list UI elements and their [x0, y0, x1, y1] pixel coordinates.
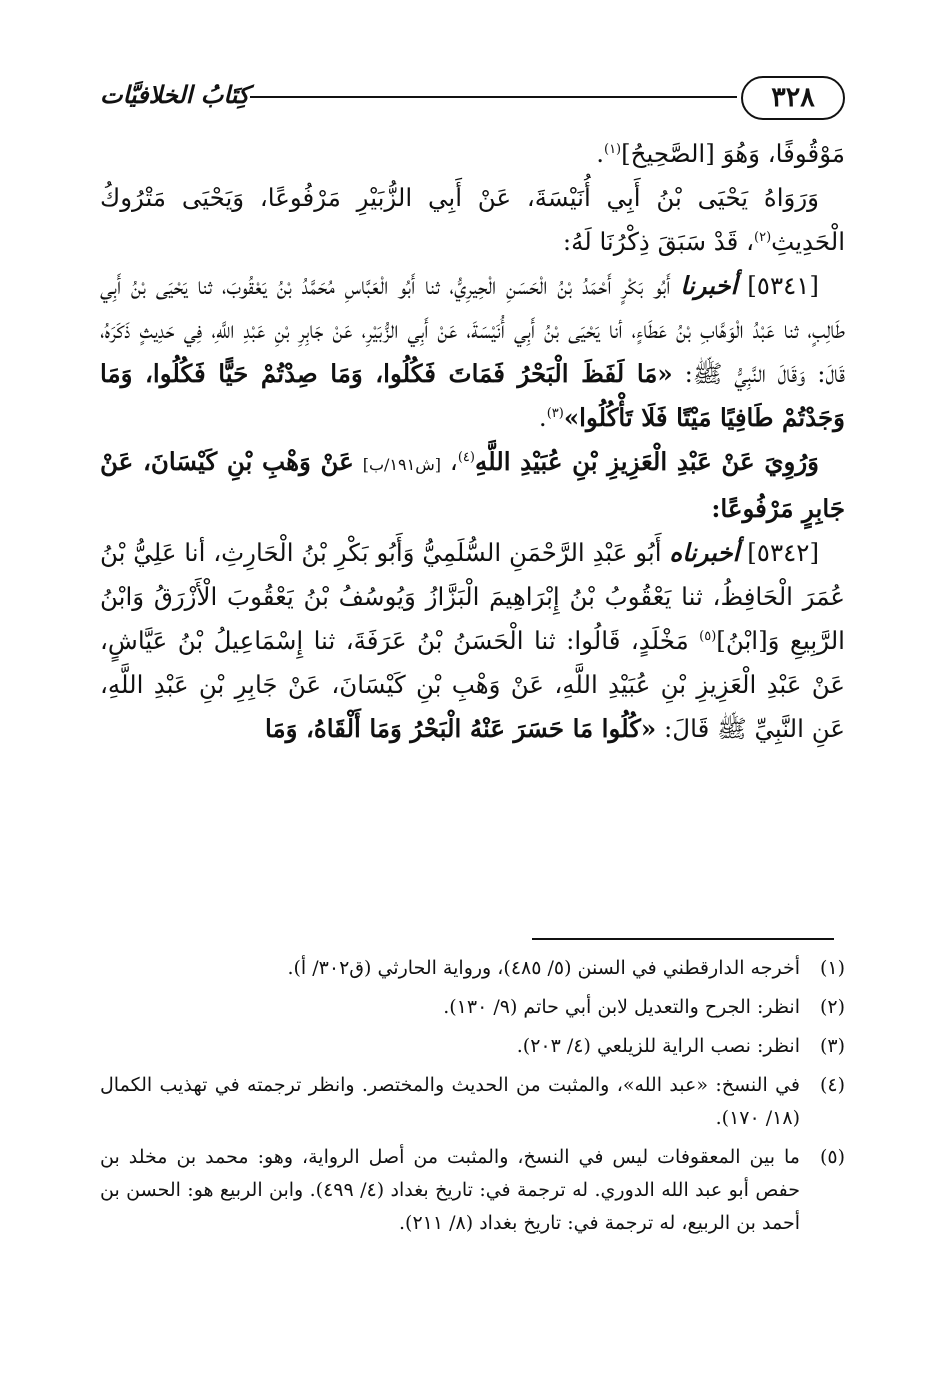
p4-text-a: وَرُوِيَ عَنْ عَبْدِ الْعَزِيزِ بْنِ عُبَيْدِ اللَّهِ — [474, 447, 820, 476]
footnote-text: ما بين المعقوفات ليس في النسخ، والمثبت من أصل الرواية، وهو: محمد بن مخلد بن حفص أبو عبد الله الدوري. له ترجمة في: تاريخ بغداد (٤/ ٤٩٩). وابن الربيع هو: الحسن بن أحمد بن الربيع، له ترجمة في: تاريخ بغداد (٨/ ٢١١). — [100, 1146, 800, 1234]
footnote-ref-2: (٢) — [754, 229, 772, 245]
hadith-number-5341: [٥٣٤١] — [747, 271, 819, 300]
footnote-5 — [100, 1141, 845, 1240]
footnote-ref-1: (١) — [603, 141, 622, 157]
footnote-ref-3: (٣) — [546, 405, 564, 421]
p2-text-b: ، قَدْ سَبَقَ ذِكْرُنَا لَهُ: — [562, 227, 755, 256]
footnote-number: (٣) — [819, 1035, 845, 1057]
p1-text: مَوْقُوفًا، وَهُوَ [الصَّحِيحُ] — [621, 139, 845, 168]
isnad-5342-b: مَخْلَدٍ، قَالُوا: ثنا الْحَسَنُ بْنُ عَرَفَةَ، ثنا إِسْمَاعِيلُ بْنُ عَيَّاشٍ، عَنْ عَبْدِ الْعَزِيزِ بْنِ عُبَيْدِ اللَّهِ، عَنْ وَهْبِ بْنِ كَيْسَانَ، عَنْ جَابِرِ بْنِ عَبْدِ اللَّهِ، عَنِ النَّبِيِّ ﷺ قَالَ: — [100, 626, 845, 743]
footnote-number: (٢) — [819, 996, 845, 1018]
footnote-2 — [100, 991, 845, 1024]
page-number: ٣٢٨ — [741, 76, 845, 120]
footnote-number: (١) — [819, 957, 845, 979]
isnad-5341: أَبُو بَكْرٍ أَحْمَدُ بْنُ الْحَسَنِ الْحِيرِيُّ، ثنا أَبُو الْعَبَّاسِ مُحَمَّدُ بْنُ يَعْقُوبَ، ثنا يَحْيَى بْنُ أَبِي طَالِبٍ، ثنا عَبْدُ الْوَهَّابِ بْنُ عَطَاءٍ، أنا يَحْيَى بْنُ أَبِي أُنَيْسَةَ، عَنْ أَبِي الزُّبَيْرِ، عَنْ جَابِرِ بْنِ عَبْدِ اللَّهِ، فِي حَدِيثٍ ذَكَرَهُ، قَالَ: وَقَالَ النَّبِيُّ ﷺ: — [100, 271, 845, 388]
footnote-number: (٤) — [819, 1074, 845, 1096]
p3-end: . — [538, 403, 547, 432]
paragraph-1 — [100, 132, 845, 176]
paragraph-5341 — [100, 264, 845, 440]
header-rule — [250, 96, 737, 98]
footnote-separator — [532, 938, 834, 940]
page-header — [100, 72, 845, 124]
footnote-1 — [100, 952, 845, 985]
footnote-4 — [100, 1069, 845, 1135]
footnote-ref-5: (٥) — [699, 628, 717, 644]
footnote-text: أخرجه الدارقطني في السنن (٥/ ٤٨٥)، ورواية الحارثي (ق٣٠٢/ أ). — [287, 957, 800, 979]
p4-text-b: ، — [449, 447, 458, 476]
footnotes — [100, 952, 845, 1246]
paragraph-2 — [100, 176, 845, 264]
p2-text-a: وَرَوَاهُ يَحْيَى بْنُ أَبِي أُنَيْسَةَ، عَنْ أَبِي الزُّبَيْرِ مَرْفُوعًا، وَيَحْيَى مَتْرُوكُ الْحَدِيثِ — [100, 183, 845, 256]
footnote-number: (٥) — [819, 1146, 845, 1168]
paragraph-4 — [100, 440, 845, 531]
main-text — [100, 132, 845, 751]
manuscript-marker: [ش١٩١/ب] — [362, 455, 441, 474]
narration-keyword-2: أخبرناه — [669, 538, 740, 567]
matn-5341: «مَا لَفَظَ الْبَحْرُ فَمَاتَ فَكُلُوا، وَمَا صِدْتُمْ حَيًّا فَكُلُوا، وَمَا وَجَدْتُمْ طَافِيًا مَيْتًا فَلَا تَأْكُلُوا» — [100, 359, 845, 432]
isnad-5342-a: أَبُو عَبْدِ الرَّحْمَنِ السُّلَمِيُّ وَأَبُو بَكْرِ بْنُ الْحَارِثِ، أنا عَلِيُّ بْنُ عُمَرَ الْحَافِظُ، ثنا يَعْقُوبُ بْنُ إِبْرَاهِيمَ الْبَزَّازُ وَيُوسُفُ بْنُ يَعْقُوبَ الْأَزْرَقُ وَابْنُ الرَّبِيعِ وَ[ابْنُ] — [100, 538, 845, 655]
book-title: كِتَابُ الخلافيَّات — [100, 80, 250, 109]
hadith-number-5342: [٥٣٤٢] — [747, 538, 819, 567]
narration-keyword: أخبرنا — [680, 271, 738, 300]
matn-5342: «كُلُوا مَا حَسَرَ عَنْهُ الْبَحْرُ وَمَا أَلْقَاهُ، وَمَا — [265, 714, 657, 743]
p1-end: . — [596, 139, 604, 168]
footnote-3 — [100, 1030, 845, 1063]
paragraph-5342 — [100, 531, 845, 751]
footnote-ref-4: (٤) — [457, 449, 475, 465]
footnote-text: انظر: الجرح والتعديل لابن أبي حاتم (٩/ ١٣٠). — [443, 996, 800, 1018]
footnote-text: انظر: نصب الراية للزيلعي (٤/ ٢٠٣). — [516, 1035, 800, 1057]
p4-text-c: عَنْ وَهْبِ بْنِ كَيْسَانَ، عَنْ جَابِرٍ مَرْفُوعًا: — [100, 447, 845, 523]
footnote-text: في النسخ: «عبد الله»، والمثبت من الحديث والمختصر. وانظر ترجمته في تهذيب الكمال (١٨/ ١٧٠). — [100, 1074, 800, 1129]
